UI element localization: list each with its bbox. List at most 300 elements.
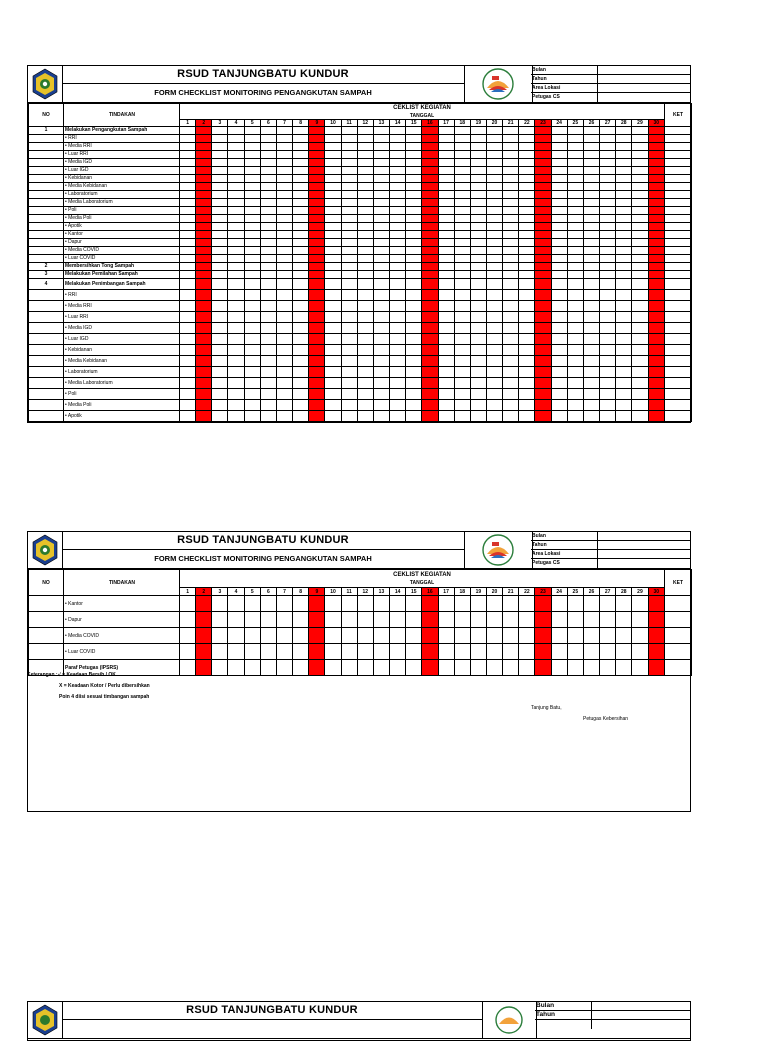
check-cell[interactable] xyxy=(438,278,454,289)
check-cell[interactable] xyxy=(551,134,567,142)
check-cell[interactable] xyxy=(180,612,196,628)
ket-cell[interactable] xyxy=(665,222,692,230)
check-cell[interactable] xyxy=(567,246,583,254)
check-cell[interactable] xyxy=(438,612,454,628)
check-cell[interactable] xyxy=(276,366,292,377)
check-cell[interactable] xyxy=(196,238,212,246)
check-cell[interactable] xyxy=(357,230,373,238)
check-cell[interactable] xyxy=(390,158,406,166)
check-cell[interactable] xyxy=(454,628,470,644)
check-cell[interactable] xyxy=(632,322,648,333)
check-cell[interactable] xyxy=(454,246,470,254)
check-cell[interactable] xyxy=(632,278,648,289)
check-cell[interactable] xyxy=(470,254,486,262)
check-cell[interactable] xyxy=(454,270,470,278)
check-cell[interactable] xyxy=(228,222,244,230)
check-cell[interactable] xyxy=(406,206,422,214)
check-cell[interactable] xyxy=(551,628,567,644)
check-cell[interactable] xyxy=(454,150,470,158)
check-cell[interactable] xyxy=(196,366,212,377)
check-cell[interactable] xyxy=(583,262,599,270)
check-cell[interactable] xyxy=(180,182,196,190)
check-cell[interactable] xyxy=(422,270,438,278)
check-cell[interactable] xyxy=(357,289,373,300)
check-cell[interactable] xyxy=(503,322,519,333)
check-cell[interactable] xyxy=(632,311,648,322)
check-cell[interactable] xyxy=(260,134,276,142)
check-cell[interactable] xyxy=(276,628,292,644)
check-cell[interactable] xyxy=(503,206,519,214)
check-cell[interactable] xyxy=(260,270,276,278)
check-cell[interactable] xyxy=(325,377,341,388)
check-cell[interactable] xyxy=(454,355,470,366)
check-cell[interactable] xyxy=(196,214,212,222)
check-cell[interactable] xyxy=(244,344,260,355)
check-cell[interactable] xyxy=(357,355,373,366)
check-cell[interactable] xyxy=(293,198,309,206)
check-cell[interactable] xyxy=(600,322,616,333)
check-cell[interactable] xyxy=(341,322,357,333)
check-cell[interactable] xyxy=(600,214,616,222)
check-cell[interactable] xyxy=(228,644,244,660)
check-cell[interactable] xyxy=(293,174,309,182)
check-cell[interactable] xyxy=(212,166,228,174)
check-cell[interactable] xyxy=(212,289,228,300)
check-cell[interactable] xyxy=(616,322,632,333)
check-cell[interactable] xyxy=(486,206,502,214)
check-cell[interactable] xyxy=(228,142,244,150)
check-cell[interactable] xyxy=(341,238,357,246)
check-cell[interactable] xyxy=(422,628,438,644)
check-cell[interactable] xyxy=(309,230,325,238)
check-cell[interactable] xyxy=(325,174,341,182)
check-cell[interactable] xyxy=(454,206,470,214)
check-cell[interactable] xyxy=(341,174,357,182)
check-cell[interactable] xyxy=(503,246,519,254)
ket-cell[interactable] xyxy=(665,166,692,174)
check-cell[interactable] xyxy=(309,344,325,355)
check-cell[interactable] xyxy=(535,142,551,150)
check-cell[interactable] xyxy=(551,289,567,300)
check-cell[interactable] xyxy=(422,230,438,238)
check-cell[interactable] xyxy=(600,174,616,182)
check-cell[interactable] xyxy=(470,262,486,270)
check-cell[interactable] xyxy=(551,126,567,134)
check-cell[interactable] xyxy=(600,158,616,166)
check-cell[interactable] xyxy=(438,222,454,230)
check-cell[interactable] xyxy=(535,166,551,174)
ket-cell[interactable] xyxy=(665,174,692,182)
check-cell[interactable] xyxy=(406,660,422,676)
check-cell[interactable] xyxy=(260,214,276,222)
check-cell[interactable] xyxy=(535,246,551,254)
check-cell[interactable] xyxy=(503,410,519,421)
check-cell[interactable] xyxy=(486,311,502,322)
check-cell[interactable] xyxy=(357,190,373,198)
check-cell[interactable] xyxy=(244,410,260,421)
meta-value-tahun[interactable] xyxy=(598,541,690,549)
check-cell[interactable] xyxy=(503,198,519,206)
check-cell[interactable] xyxy=(244,377,260,388)
check-cell[interactable] xyxy=(244,174,260,182)
check-cell[interactable] xyxy=(341,612,357,628)
check-cell[interactable] xyxy=(325,262,341,270)
check-cell[interactable] xyxy=(486,278,502,289)
check-cell[interactable] xyxy=(422,190,438,198)
check-cell[interactable] xyxy=(454,410,470,421)
check-cell[interactable] xyxy=(228,262,244,270)
check-cell[interactable] xyxy=(309,300,325,311)
check-cell[interactable] xyxy=(373,355,389,366)
check-cell[interactable] xyxy=(438,182,454,190)
ket-cell[interactable] xyxy=(665,190,692,198)
check-cell[interactable] xyxy=(244,126,260,134)
check-cell[interactable] xyxy=(341,355,357,366)
check-cell[interactable] xyxy=(373,366,389,377)
check-cell[interactable] xyxy=(632,158,648,166)
check-cell[interactable] xyxy=(325,366,341,377)
ket-cell[interactable] xyxy=(665,289,692,300)
check-cell[interactable] xyxy=(357,300,373,311)
check-cell[interactable] xyxy=(325,142,341,150)
check-cell[interactable] xyxy=(616,399,632,410)
check-cell[interactable] xyxy=(486,174,502,182)
check-cell[interactable] xyxy=(390,311,406,322)
check-cell[interactable] xyxy=(616,246,632,254)
check-cell[interactable] xyxy=(244,166,260,174)
check-cell[interactable] xyxy=(648,660,664,676)
check-cell[interactable] xyxy=(276,289,292,300)
check-cell[interactable] xyxy=(196,254,212,262)
check-cell[interactable] xyxy=(196,628,212,644)
check-cell[interactable] xyxy=(422,126,438,134)
check-cell[interactable] xyxy=(503,628,519,644)
check-cell[interactable] xyxy=(325,190,341,198)
check-cell[interactable] xyxy=(212,134,228,142)
check-cell[interactable] xyxy=(583,166,599,174)
check-cell[interactable] xyxy=(390,238,406,246)
check-cell[interactable] xyxy=(616,262,632,270)
check-cell[interactable] xyxy=(309,134,325,142)
check-cell[interactable] xyxy=(470,311,486,322)
check-cell[interactable] xyxy=(567,174,583,182)
check-cell[interactable] xyxy=(422,238,438,246)
check-cell[interactable] xyxy=(648,134,664,142)
check-cell[interactable] xyxy=(632,628,648,644)
check-cell[interactable] xyxy=(390,222,406,230)
check-cell[interactable] xyxy=(454,612,470,628)
check-cell[interactable] xyxy=(406,399,422,410)
check-cell[interactable] xyxy=(422,322,438,333)
check-cell[interactable] xyxy=(583,388,599,399)
check-cell[interactable] xyxy=(212,158,228,166)
check-cell[interactable] xyxy=(535,174,551,182)
check-cell[interactable] xyxy=(632,355,648,366)
check-cell[interactable] xyxy=(325,289,341,300)
ket-cell[interactable] xyxy=(665,388,692,399)
check-cell[interactable] xyxy=(503,311,519,322)
check-cell[interactable] xyxy=(260,126,276,134)
check-cell[interactable] xyxy=(454,142,470,150)
check-cell[interactable] xyxy=(341,410,357,421)
check-cell[interactable] xyxy=(519,230,535,238)
check-cell[interactable] xyxy=(390,628,406,644)
check-cell[interactable] xyxy=(293,190,309,198)
check-cell[interactable] xyxy=(341,388,357,399)
check-cell[interactable] xyxy=(632,198,648,206)
check-cell[interactable] xyxy=(180,377,196,388)
check-cell[interactable] xyxy=(486,322,502,333)
check-cell[interactable] xyxy=(357,644,373,660)
check-cell[interactable] xyxy=(309,254,325,262)
check-cell[interactable] xyxy=(567,355,583,366)
check-cell[interactable] xyxy=(212,344,228,355)
check-cell[interactable] xyxy=(180,660,196,676)
check-cell[interactable] xyxy=(422,214,438,222)
check-cell[interactable] xyxy=(519,126,535,134)
check-cell[interactable] xyxy=(438,158,454,166)
check-cell[interactable] xyxy=(422,182,438,190)
check-cell[interactable] xyxy=(503,344,519,355)
check-cell[interactable] xyxy=(260,206,276,214)
check-cell[interactable] xyxy=(470,628,486,644)
ket-cell[interactable] xyxy=(665,182,692,190)
check-cell[interactable] xyxy=(406,644,422,660)
check-cell[interactable] xyxy=(600,262,616,270)
check-cell[interactable] xyxy=(228,377,244,388)
check-cell[interactable] xyxy=(632,238,648,246)
check-cell[interactable] xyxy=(196,311,212,322)
check-cell[interactable] xyxy=(616,158,632,166)
check-cell[interactable] xyxy=(486,596,502,612)
check-cell[interactable] xyxy=(390,246,406,254)
check-cell[interactable] xyxy=(535,355,551,366)
check-cell[interactable] xyxy=(373,262,389,270)
check-cell[interactable] xyxy=(567,190,583,198)
check-cell[interactable] xyxy=(341,628,357,644)
check-cell[interactable] xyxy=(406,311,422,322)
check-cell[interactable] xyxy=(600,254,616,262)
check-cell[interactable] xyxy=(309,289,325,300)
check-cell[interactable] xyxy=(406,134,422,142)
check-cell[interactable] xyxy=(438,270,454,278)
check-cell[interactable] xyxy=(470,142,486,150)
check-cell[interactable] xyxy=(325,166,341,174)
check-cell[interactable] xyxy=(567,158,583,166)
check-cell[interactable] xyxy=(600,166,616,174)
check-cell[interactable] xyxy=(293,214,309,222)
check-cell[interactable] xyxy=(180,355,196,366)
meta-value-tahun[interactable] xyxy=(592,1011,690,1019)
check-cell[interactable] xyxy=(616,206,632,214)
check-cell[interactable] xyxy=(373,596,389,612)
check-cell[interactable] xyxy=(228,628,244,644)
check-cell[interactable] xyxy=(632,150,648,158)
check-cell[interactable] xyxy=(309,174,325,182)
check-cell[interactable] xyxy=(196,166,212,174)
check-cell[interactable] xyxy=(519,158,535,166)
check-cell[interactable] xyxy=(600,612,616,628)
check-cell[interactable] xyxy=(438,150,454,158)
check-cell[interactable] xyxy=(406,142,422,150)
check-cell[interactable] xyxy=(390,644,406,660)
check-cell[interactable] xyxy=(454,254,470,262)
check-cell[interactable] xyxy=(325,214,341,222)
check-cell[interactable] xyxy=(293,222,309,230)
check-cell[interactable] xyxy=(519,134,535,142)
check-cell[interactable] xyxy=(454,399,470,410)
check-cell[interactable] xyxy=(196,289,212,300)
check-cell[interactable] xyxy=(244,612,260,628)
check-cell[interactable] xyxy=(454,158,470,166)
check-cell[interactable] xyxy=(212,660,228,676)
check-cell[interactable] xyxy=(470,158,486,166)
ket-cell[interactable] xyxy=(665,311,692,322)
check-cell[interactable] xyxy=(470,344,486,355)
check-cell[interactable] xyxy=(228,166,244,174)
check-cell[interactable] xyxy=(373,206,389,214)
check-cell[interactable] xyxy=(180,230,196,238)
check-cell[interactable] xyxy=(180,344,196,355)
check-cell[interactable] xyxy=(309,399,325,410)
check-cell[interactable] xyxy=(519,174,535,182)
check-cell[interactable] xyxy=(260,612,276,628)
check-cell[interactable] xyxy=(357,388,373,399)
check-cell[interactable] xyxy=(244,660,260,676)
check-cell[interactable] xyxy=(535,399,551,410)
check-cell[interactable] xyxy=(583,366,599,377)
check-cell[interactable] xyxy=(260,222,276,230)
check-cell[interactable] xyxy=(325,300,341,311)
check-cell[interactable] xyxy=(616,660,632,676)
check-cell[interactable] xyxy=(228,278,244,289)
check-cell[interactable] xyxy=(470,660,486,676)
check-cell[interactable] xyxy=(357,166,373,174)
check-cell[interactable] xyxy=(406,377,422,388)
check-cell[interactable] xyxy=(470,126,486,134)
check-cell[interactable] xyxy=(212,270,228,278)
check-cell[interactable] xyxy=(212,238,228,246)
check-cell[interactable] xyxy=(470,355,486,366)
check-cell[interactable] xyxy=(357,222,373,230)
check-cell[interactable] xyxy=(293,410,309,421)
check-cell[interactable] xyxy=(648,644,664,660)
check-cell[interactable] xyxy=(503,190,519,198)
check-cell[interactable] xyxy=(244,190,260,198)
check-cell[interactable] xyxy=(503,300,519,311)
check-cell[interactable] xyxy=(406,150,422,158)
check-cell[interactable] xyxy=(438,388,454,399)
check-cell[interactable] xyxy=(486,300,502,311)
check-cell[interactable] xyxy=(503,230,519,238)
check-cell[interactable] xyxy=(244,628,260,644)
check-cell[interactable] xyxy=(535,190,551,198)
check-cell[interactable] xyxy=(583,158,599,166)
check-cell[interactable] xyxy=(519,166,535,174)
check-cell[interactable] xyxy=(600,230,616,238)
check-cell[interactable] xyxy=(600,190,616,198)
check-cell[interactable] xyxy=(293,230,309,238)
check-cell[interactable] xyxy=(341,278,357,289)
check-cell[interactable] xyxy=(438,206,454,214)
check-cell[interactable] xyxy=(357,596,373,612)
check-cell[interactable] xyxy=(196,278,212,289)
check-cell[interactable] xyxy=(519,311,535,322)
check-cell[interactable] xyxy=(180,134,196,142)
check-cell[interactable] xyxy=(228,198,244,206)
check-cell[interactable] xyxy=(276,270,292,278)
check-cell[interactable] xyxy=(228,158,244,166)
check-cell[interactable] xyxy=(357,198,373,206)
check-cell[interactable] xyxy=(373,158,389,166)
check-cell[interactable] xyxy=(454,214,470,222)
check-cell[interactable] xyxy=(567,377,583,388)
check-cell[interactable] xyxy=(583,134,599,142)
check-cell[interactable] xyxy=(454,174,470,182)
check-cell[interactable] xyxy=(244,300,260,311)
check-cell[interactable] xyxy=(325,182,341,190)
check-cell[interactable] xyxy=(470,410,486,421)
check-cell[interactable] xyxy=(244,134,260,142)
check-cell[interactable] xyxy=(422,289,438,300)
check-cell[interactable] xyxy=(373,410,389,421)
check-cell[interactable] xyxy=(567,612,583,628)
check-cell[interactable] xyxy=(438,596,454,612)
check-cell[interactable] xyxy=(390,190,406,198)
check-cell[interactable] xyxy=(632,254,648,262)
check-cell[interactable] xyxy=(438,399,454,410)
check-cell[interactable] xyxy=(212,278,228,289)
check-cell[interactable] xyxy=(454,311,470,322)
check-cell[interactable] xyxy=(244,289,260,300)
check-cell[interactable] xyxy=(600,596,616,612)
check-cell[interactable] xyxy=(470,190,486,198)
check-cell[interactable] xyxy=(567,311,583,322)
check-cell[interactable] xyxy=(648,246,664,254)
check-cell[interactable] xyxy=(357,399,373,410)
check-cell[interactable] xyxy=(535,126,551,134)
check-cell[interactable] xyxy=(454,262,470,270)
check-cell[interactable] xyxy=(212,399,228,410)
check-cell[interactable] xyxy=(390,206,406,214)
check-cell[interactable] xyxy=(422,262,438,270)
check-cell[interactable] xyxy=(438,238,454,246)
check-cell[interactable] xyxy=(309,660,325,676)
check-cell[interactable] xyxy=(212,206,228,214)
check-cell[interactable] xyxy=(212,366,228,377)
check-cell[interactable] xyxy=(648,278,664,289)
check-cell[interactable] xyxy=(632,262,648,270)
check-cell[interactable] xyxy=(341,134,357,142)
check-cell[interactable] xyxy=(276,596,292,612)
check-cell[interactable] xyxy=(276,150,292,158)
check-cell[interactable] xyxy=(325,399,341,410)
check-cell[interactable] xyxy=(486,644,502,660)
check-cell[interactable] xyxy=(583,190,599,198)
check-cell[interactable] xyxy=(260,311,276,322)
check-cell[interactable] xyxy=(244,238,260,246)
check-cell[interactable] xyxy=(293,134,309,142)
check-cell[interactable] xyxy=(228,230,244,238)
check-cell[interactable] xyxy=(632,300,648,311)
check-cell[interactable] xyxy=(228,182,244,190)
check-cell[interactable] xyxy=(583,206,599,214)
check-cell[interactable] xyxy=(244,222,260,230)
check-cell[interactable] xyxy=(519,644,535,660)
check-cell[interactable] xyxy=(551,355,567,366)
check-cell[interactable] xyxy=(228,206,244,214)
check-cell[interactable] xyxy=(212,174,228,182)
